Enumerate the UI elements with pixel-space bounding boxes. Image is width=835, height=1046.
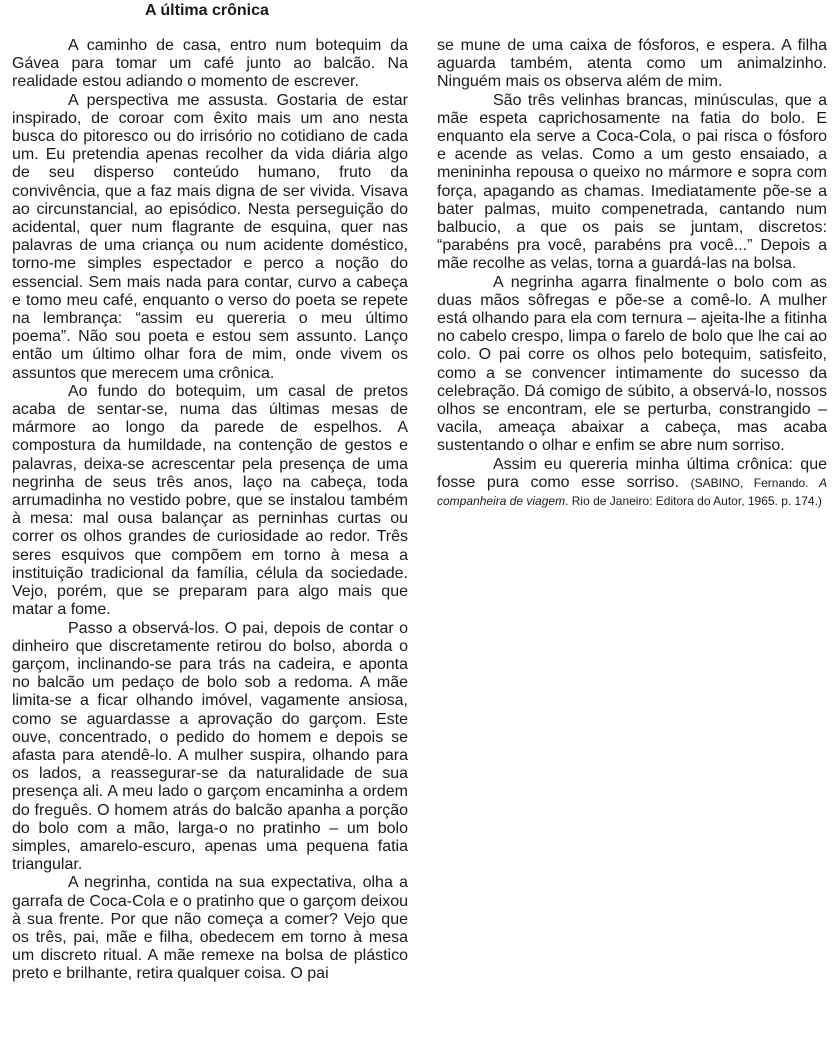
paragraph: A negrinha, contida na sua expectativa, olha a garrafa de Coca-Cola e o pratinho que o garçom deixou à sua frente. Por que não começa a comer? Vejo que os três, pai, mãe e filha, obedecem em torno à mesa um discreto ritual. A mãe remexe na bolsa de plástico preto e brilhante, retira qualquer coisa. O pai — [12, 874, 408, 983]
text-column-left — [12, 37, 408, 984]
citation-book-title: A companheira de viagem — [437, 475, 828, 509]
paragraph: Passo a observá-los. O pai, depois de contar o dinheiro que discretamente retirou do bolso, aborda o garçom, inclinando-se para trás na cadeira, e aponta no balcão um pedaço de bolo sob a redoma. A mãe limita-se a ficar olhando imóvel, vagamente ansiosa, como se aguardasse a aprovação do garçom. Este ouve, concentrado, o pedido do homem e depois se afasta para atendê-lo. A mulher suspira, olhando para os lados, a reassegurar-se da naturalidade de sua presença ali. A meu lado o garçom encaminha a ordem do freguês. O homem atrás do balcão apanha a porção do bolo com a mão, larga-o no pratinho – um bolo simples, amarelo-escuro, apenas uma pequena fatia triangular. — [12, 619, 408, 874]
closing-sentence: Assim eu quereria minha última crônica: que fosse pura como esse sorriso. — [437, 455, 827, 491]
text-column-right — [437, 37, 827, 510]
paragraph: A perspectiva me assusta. Gostaria de estar inspirado, de coroar com êxito mais um ano nesta busca do pitoresco ou do irrisório no cotidiano de cada um. Eu pretendia apenas recolher da vida diária algo de seu disperso conteúdo humano, fruto da convivência, que a faz mais digna de ser vivida. Visava ao circunstancial, ao episódico. Nesta perseguição do acidental, quer num flagrante de esquina, quer nas palavras de uma criança ou num acidente doméstico, torno-me simples espectador e perco a noção do essencial. Sem mais nada para contar, curvo a cabeça e tomo meu café, enquanto o verso do poeta se repete na lembrança: “assim eu quereria o meu último poema”. Não sou poeta e estou sem assunto. Lanço então um último olhar fora de mim, onde vivem os assuntos que merecem uma crônica. — [12, 91, 408, 382]
closing-paragraph — [437, 456, 827, 511]
paragraph-continuation: se mune de uma caixa de fósforos, e espera. A filha aguarda também, atenta como um animalzinho. Ninguém mais os observa além de mim. — [437, 37, 827, 91]
document-title: A última crônica — [145, 2, 269, 19]
paragraph: Ao fundo do botequim, um casal de pretos acaba de sentar-se, numa das últimas mesas de mármore ao longo da parede de espelhos. A compostura da humildade, na contenção de gestos e palavras, deixa-se acrescentar pela presença de uma negrinha de seus três anos, laço na cabeça, toda arrumadinha no vestido pobre, que se instalou também à mesa: mal ousa balançar as perninhas curtas ou correr os olhos grandes de curiosidade ao redor. Três seres esquivos que compõem em torno à mesa a instituição tradicional da família, célula da sociedade. Vejo, porém, que se preparam para algo mais que matar a fome. — [12, 382, 408, 619]
paragraph: A negrinha agarra finalmente o bolo com as duas mãos sôfregas e põe-se a comê-lo. A mulher está olhando para ela com ternura – ajeita-lhe a fitinha no cabelo crespo, limpa o farelo de bolo que lhe cai ao colo. O pai corre os olhos pelo botequim, satisfeito, como a se convencer intimamente do sucesso da celebração. Dá comigo de súbito, a observá-lo, nossos olhos se encontram, ele se perturba, constrangido – vacila, ameaça abaixar a cabeça, mas acaba sustentando o olhar e enfim se abre num sorriso. — [437, 273, 827, 455]
paragraph: São três velinhas brancas, minúsculas, que a mãe espeta caprichosamente na fatia do bolo. E enquanto ela serve a Coca-Cola, o pai risca o fósforo e acende as velas. Como a um gesto ensaiado, a menininha repousa o queixo no mármore e sopra com força, apagando as chamas. Imediatamente põe-se a bater palmas, muito compenetrada, cantando num balbucio, a que os pais se juntam, discretos: “parabéns pra você, parabéns pra você...” Depois a mãe recolhe as velas, torna a guardá-las na bolsa. — [437, 91, 827, 273]
citation-suffix: . Rio de Janeiro: Editora do Autor, 1965. p. 174.) — [565, 494, 822, 509]
paragraph: A caminho de casa, entro num botequim da Gávea para tomar um café junto ao balcão. Na realidade estou adiando o momento de escrever. — [12, 37, 408, 91]
citation-prefix: (SABINO, Fernando. — [690, 475, 819, 490]
